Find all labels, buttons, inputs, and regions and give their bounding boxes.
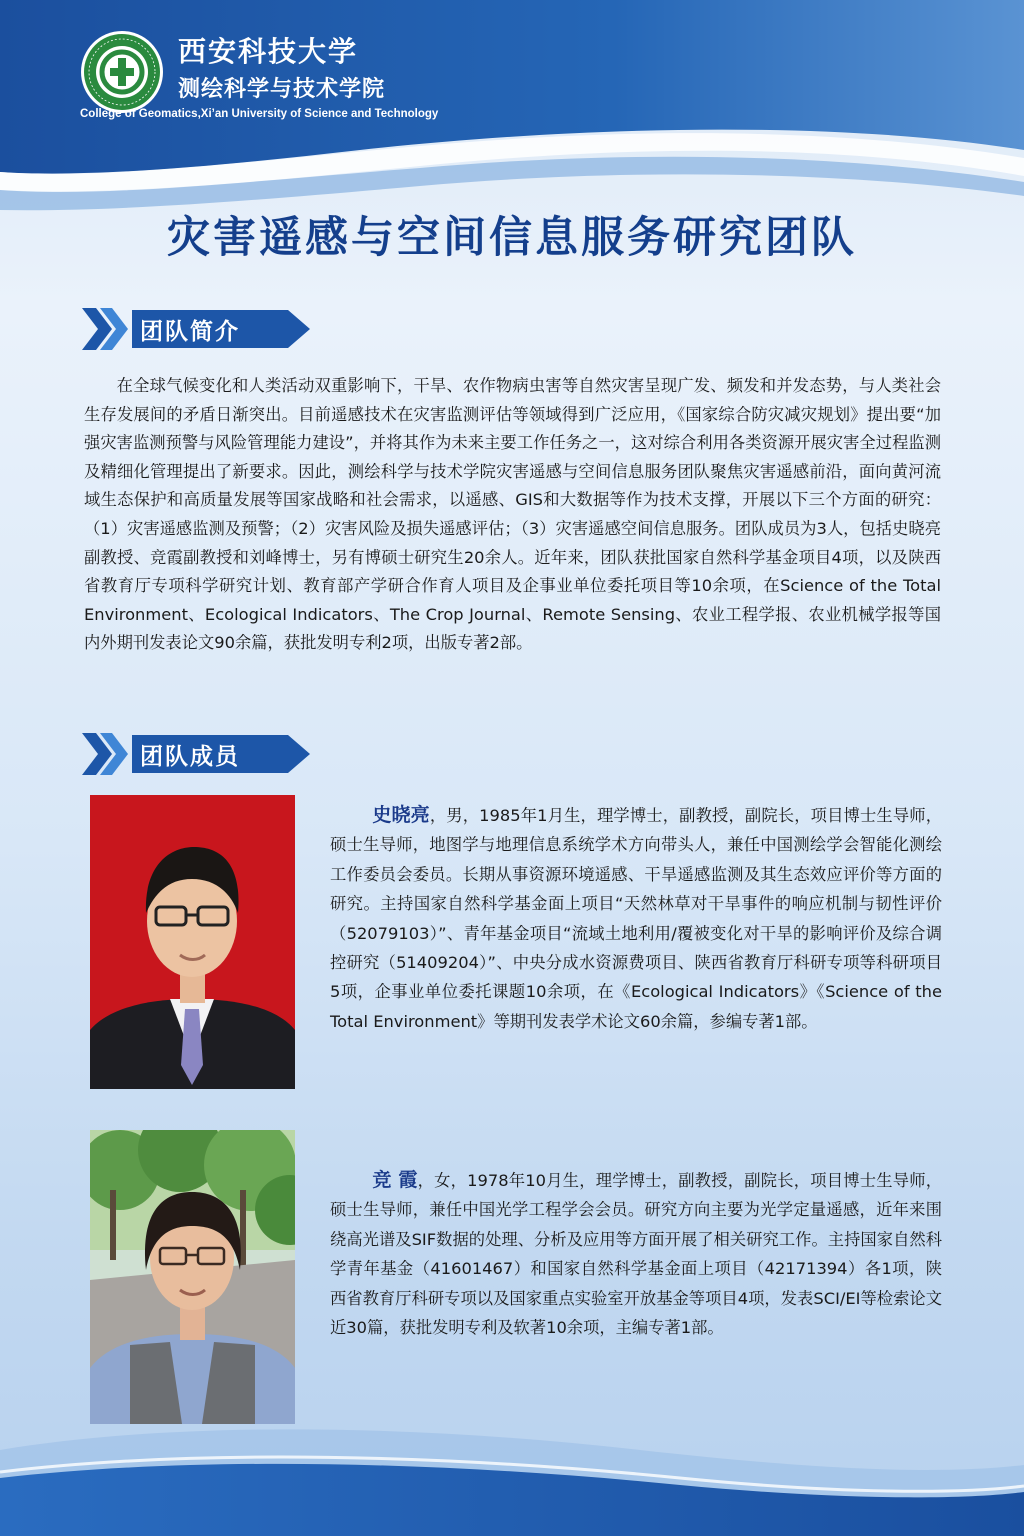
section-label-members: 团队成员 <box>140 744 240 770</box>
member-bio-2 <box>330 1166 942 1342</box>
university-name: 西安科技大学 <box>178 35 359 68</box>
member-bio-text-2: ，女，1978年10月生，理学博士，副教授，副院长，项目博士生导师，硕士生导师，兼任中国光学工程学会会员。研究方向主要为光学定量遥感，近年来围绕高光谱及SIF数据的处理、分析及应用等方面开展了相关研究工作。主持国家自然科学青年基金（41601467）和国家自然科学基金面上项目（42171394）各1项，陕西省教育厅科研专项以及国家重点实验室开放基金等项目4项，发表SCI/EI等检索论文近30篇，获批发明专利及软著10余项，主编专著1部。 <box>330 1171 943 1338</box>
member-name-2: 竞 霞 <box>372 1169 418 1191</box>
college-name-english: College of Geomatics,Xi’an University of Science and Technology <box>80 108 439 120</box>
intro-paragraph: 在全球气候变化和人类活动双重影响下，干旱、农作物病虫害等自然灾害呈现广发、频发和并发态势，与人类社会生存发展间的矛盾日渐突出。目前遥感技术在灾害监测评估等领域得到广泛应用，《国家综合防灾减灾规划》提出要“加强灾害监测预警与风险管理能力建设”，并将其作为未来主要工作任务之一，这对综合利用各类资源开展灾害全过程监测及精细化管理提出了新要求。因此，测绘科学与技术学院灾害遥感与空间信息服务团队聚焦灾害遥感前沿，面向黄河流域生态保护和高质量发展等国家战略和社会需求，以遥感、GIS和大数据等作为技术支撑，开展以下三个方面的研究：（1）灾害遥感监测及预警；（2）灾害风险及损失遥感评估；（3）灾害遥感空间信息服务。团队成员为3人，包括史晓亮副教授、竞霞副教授和刘峰博士，另有博硕士研究生20余人。近年来，团队获批国家自然科学基金项目4项，以及陕西省教育厅专项科学研究计划、教育部产学研合作育人项目及企事业单位委托项目等10余项，在Science of the Total Environment、Ecological Indicators、The Crop Journal、Remote Sensing、农业工程学报、农业机械学报等国内外期刊发表论文90余篇，获批发明专利2项，出版专著2部。 <box>84 376 941 653</box>
section-label-intro: 团队简介 <box>140 319 240 345</box>
poster-title: 灾害遥感与空间信息服务研究团队 <box>167 213 857 263</box>
member-bio-1 <box>330 801 942 1036</box>
section-header-intro <box>82 306 312 352</box>
college-name: 测绘科学与技术学院 <box>178 77 386 102</box>
university-logo <box>80 30 164 114</box>
member-bio-text-1: ，男，1985年1月生，理学博士，副教授，副院长，项目博士生导师，硕士生导师，地图学与地理信息系统学术方向带头人，兼任中国测绘学会智能化测绘工作委员会委员。长期从事资源环境遥感、干旱遥感监测及其生态效应评价等方面的研究。主持国家自然科学基金面上项目“天然林草对干旱事件的响应机制与韧性评价（52079103）”、青年基金项目“流域土地利用/覆被变化对干旱的影响评价及综合调控研究（51409204）”、中央分成水资源费项目、陕西省教育厅科研专项等科研项目5项，企事业单位委托课题10余项，在《Ecological Indicators》《Science of the Total Environment》等期刊发表学术论文60余篇，参编专著1部。 <box>330 806 942 1031</box>
section-header-members <box>82 731 312 777</box>
member-name-1: 史晓亮 <box>372 804 430 826</box>
member-photo-1 <box>90 795 295 1089</box>
member-photo-2 <box>90 1130 295 1424</box>
